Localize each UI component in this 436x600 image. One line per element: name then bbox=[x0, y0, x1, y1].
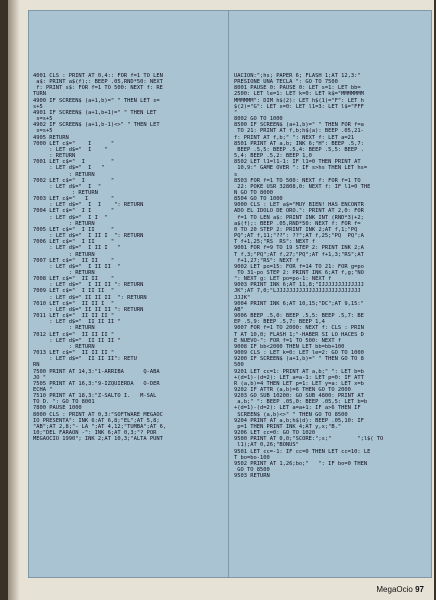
code-line: : LET d$=" I II II ": RETURN bbox=[33, 282, 144, 289]
code-line: TURN bbox=[33, 91, 46, 98]
listing-column-left bbox=[29, 11, 229, 577]
code-line: : LET d$=" II II II ": RETURN bbox=[33, 306, 144, 313]
code-line: 9003 PRINT INK 6;AT 11,8;"IJJJJJJJJJJJJJ bbox=[234, 282, 364, 289]
code-line: a$(f);: BEEP .05,RND*50: NEXT f: FOR f= bbox=[234, 220, 361, 227]
code-line: : RETURN bbox=[33, 153, 76, 160]
code-line: : LET d$=" I II I " bbox=[33, 245, 121, 252]
code-line: 22: POKE USR 32808,0: NEXT f: IF l1=0 THE bbox=[234, 183, 371, 190]
code-line: 7007 LET c$=" II II " bbox=[33, 257, 115, 264]
code-line: ": NEXT g: LET po=po-1: NEXT f bbox=[234, 276, 332, 283]
code-line: : LET d$=" II II II " bbox=[33, 337, 121, 344]
code-line: f: PRINT s$: FOR f=1 TO 500: NEXT f: RE bbox=[33, 85, 163, 92]
code-line: f=1 TO LEN a$: PRINT INK INT (RND*3)+2; bbox=[234, 214, 364, 221]
code-line: BEEP .5,5: BEEP .5,4: BEEP .5,5: BEEP . bbox=[234, 146, 364, 153]
code-line: 7800 PAUSE 1000 bbox=[33, 405, 82, 412]
code-line: a$: PRINT a$(f);: BEEP .05,RND*50: NEXT bbox=[33, 79, 163, 86]
code-line: 7003 LET c$=" I " bbox=[33, 196, 115, 203]
code-line: RN bbox=[33, 362, 40, 369]
code-line: MEGAOCIO 1990"; INK 2;AT 10,3;"ALTA PUNT bbox=[33, 436, 163, 443]
code-line: TO D. ": GO TO 8001 bbox=[33, 399, 95, 406]
code-line: T f,3;"PQ";AT f,27;"PQ";AT f+1,3;"RS";AT bbox=[234, 251, 364, 258]
code-line: l1);AT 0,26;"BONUS" bbox=[234, 442, 299, 449]
code-line: 9002 LET po=15: FOR f=14 TO 21: FOR g=po bbox=[234, 263, 364, 270]
code-line: 9206 LET cc=0: GO TO 1020 bbox=[234, 430, 316, 437]
code-line: PQ";AT f,11;"??": ??";AT f,25;"PQ PQ";A bbox=[234, 233, 364, 240]
code-line: 7008 LET c$=" II II " bbox=[33, 276, 115, 283]
code-line: 9001 FOR f=9 TO 19 STEP 2: PRINT INK 2;A bbox=[234, 245, 364, 252]
code-line: 7510 PRINT AT 18,3:"Z-SALTO I. M-SAL bbox=[33, 393, 157, 400]
code-line: : RETURN bbox=[33, 325, 95, 332]
code-line: 9007 FOR f=1 TO 2000: NEXT f: CLS : PRIN bbox=[234, 325, 364, 332]
code-line: 9500 PRINT AT 0,0;"SCORE:";s;" ";l$( TO bbox=[234, 436, 384, 443]
code-line: 9502 PRINT AT 1,26;bo;" ": IF bo=0 THEN bbox=[234, 460, 368, 467]
code-line: 7010 LET c$=" II II I " bbox=[33, 300, 115, 307]
code-line: : LET d$=" II II II " bbox=[33, 319, 121, 326]
code-line: 7009 LET c$=" I II II " bbox=[33, 288, 115, 295]
code-line: : LET d$=" I II II " bbox=[33, 263, 121, 270]
code-line: : LET d$=" I " bbox=[33, 183, 102, 190]
code-line: 500 bbox=[234, 362, 244, 369]
code-line: : RETURN bbox=[33, 343, 95, 350]
code-line: f+1,27;"RS": NEXT f bbox=[234, 257, 299, 264]
code-line: s+5 bbox=[33, 103, 43, 110]
code-line: 7011 LET c$=" II II II " bbox=[33, 313, 115, 320]
code-line: ADO EL IDOLO DE ORO.": PRINT AT 2,0: FOR bbox=[234, 208, 364, 215]
code-line: 9000 CLS : LET a$="MUY BIEN! HAS ENCONTR bbox=[234, 202, 364, 209]
code-line: TO 21: PRINT AT f,b;h$(a): BEEP .05,21- bbox=[234, 128, 364, 135]
code-line: 7012 LET c$=" II II II " bbox=[33, 331, 115, 338]
code-line: JJJK" bbox=[234, 294, 251, 301]
code-line: PRESIONE UNA TECLA ": GO TO 7500 bbox=[234, 79, 338, 86]
code-line: E NUEVO-": FOR f=1 TO 500: NEXT f bbox=[234, 337, 342, 344]
code-line: 4901 IF SCREEN$ (a+1,b+1)=" " THEN LET bbox=[33, 109, 157, 116]
code-line: s=s+5 bbox=[33, 128, 53, 135]
code-line: GO TO 8500 bbox=[234, 467, 270, 473]
code-line: 9501 LET cc=-1: IF cc=0 THEN LET cc=10: LE bbox=[234, 448, 371, 455]
code-line: a,b;" ": BEEP .05,0: BEEP .05,5: LET b=b bbox=[234, 399, 368, 406]
page-footer bbox=[376, 585, 424, 594]
code-line: JO " bbox=[33, 374, 46, 381]
code-line: 7004 LET c$=" I I " bbox=[33, 208, 115, 215]
code-line: 8502 LET l1=l1-1: IF l1=0 THEN PRINT AT bbox=[234, 159, 361, 166]
code-line: 7001 LET c$=" I " bbox=[33, 159, 115, 166]
code-line: 10,9:" GAME OVER ": IF s>hs THEN LET hs= bbox=[234, 165, 368, 172]
code-line: : RETURN bbox=[33, 189, 98, 196]
code-line: IO PRESENTA": INK 6:AT 6,8;"EL";AT 5,8; bbox=[33, 417, 160, 424]
code-line: 9203 GO SUB 10200: GO SUB 4800: PRINT AT bbox=[234, 393, 364, 400]
code-line: s bbox=[234, 171, 238, 178]
code-line: 7005 LET c$=" I II " bbox=[33, 226, 115, 233]
code-line: 8504 GO TO 1000 bbox=[234, 196, 283, 203]
code-line: 9006 BEEP .5,0: BEEP .5,5: BEEP .5,7: BE bbox=[234, 313, 364, 320]
code-line: 9204 PRINT AT a,b;h$(d): BEEP .05,10: IF bbox=[234, 417, 364, 424]
code-line: : RETURN bbox=[33, 251, 95, 258]
code-line: 9503 RETURN bbox=[234, 473, 270, 480]
code-line: 8501 PRINT AT a,b; INK 6;"H": BEEP .5,7: bbox=[234, 140, 364, 147]
code-line: SCREEN$ (a,b)<>" " THEN GO TO 8500 bbox=[234, 411, 348, 418]
code-line: UACION:";hs; PAPER 6; FLASH 1;AT 12,3:" bbox=[234, 73, 361, 79]
code-line: N GO TO 8000 bbox=[234, 189, 273, 196]
code-line: 7002 LET c$=" I " bbox=[33, 177, 115, 184]
code-line: $(2)="G": LET s=0: LET l1=3: LET l$="FFF bbox=[234, 103, 364, 110]
code-line: TO 31-po STEP 2: PRINT INK 6;AT f,g;"NO bbox=[234, 270, 364, 276]
basic-listing bbox=[28, 10, 432, 578]
code-line: 9202 IF ATTR (a,b)=6 THEN GO TO 2000 bbox=[234, 386, 351, 393]
code-line: 9009 CLS : LET k=0: LET le=2: GO TO 1000 bbox=[234, 350, 364, 357]
code-line: 8001 PAUSE 0: PAUSE 0: LET s=1: LET bb= bbox=[234, 85, 361, 92]
code-line: : LET d$=" II II II ": RETURN bbox=[33, 294, 147, 301]
code-line: 8500 IF SCREEN$ (a+1,b)=" " THEN FOR f=a bbox=[234, 122, 364, 129]
code-line: 9004 PRINT INK 6;AT 10,15;"DC";AT 9,15:" bbox=[234, 300, 364, 307]
code-line: T f+1,25;"RS RS": NEXT f bbox=[234, 239, 316, 246]
code-line: R (a,b)=4 THEN LET p=1: LET y=a: LET x=b bbox=[234, 380, 364, 387]
code-line: 8000 CLS : PRINT AT 0,3:"SOFTWARE MEGAOC bbox=[33, 411, 163, 418]
code-line: " bbox=[234, 109, 238, 116]
code-line: T AT 10,0; FLASH 1;"-HABER SI LO HACES D bbox=[234, 331, 364, 338]
code-line: 9008 IF bb<2000 THEN LET bb=bb+100 bbox=[234, 343, 345, 350]
magazine-page bbox=[8, 0, 434, 600]
code-line: 4001 CLS : PRINT AT 0,4:: FOR f=1 TO LEN bbox=[33, 73, 163, 79]
code-line: 4902 IF SCREEN$ (a+1,b-1)<>" " THEN LET bbox=[33, 122, 160, 129]
code-line: 2500: LET le=1: LET k=0: LET k$="MMMMMMM bbox=[234, 91, 364, 98]
code-line: 7013 LET c$=" II II II " bbox=[33, 350, 115, 357]
code-line: JK";AT 7,0;"LJJJJJJJJJJJJJJJJJJJJJJJJJJ bbox=[234, 288, 361, 295]
code-line: 7000 LET c$=" I " bbox=[33, 140, 115, 147]
code-line: : LET d$=" I I " bbox=[33, 214, 108, 221]
code-line: : LET d$=" II II II": RETU bbox=[33, 356, 137, 363]
code-line: ECHA " bbox=[33, 386, 53, 393]
code-line: : LET d$=" I " bbox=[33, 165, 105, 172]
code-line: 5,4: BEEP .5,2: BEEP 1,0 bbox=[234, 153, 312, 160]
magazine-name: MegaOcio bbox=[376, 585, 413, 594]
code-line: 10;"DEL FARAON -": INK 6;AT 0,3;"? POR bbox=[33, 430, 157, 437]
code-line: 7006 LET c$=" I II " bbox=[33, 239, 115, 246]
code-line: f: PRINT AT f,b;" ": NEXT f: LET a=21 bbox=[234, 134, 355, 141]
code-line: : RETURN bbox=[33, 270, 95, 276]
code-line: : RETURN bbox=[33, 220, 95, 227]
code-line: : RETURN bbox=[33, 171, 95, 178]
code-line: 8503 FOR f=1 TO 500: NEXT f: FOR f=1 TO bbox=[234, 177, 361, 184]
code-line: 7500 PRINT AT 14,3:"1-ARRIBA Q-ABA bbox=[33, 368, 160, 375]
code-line: : LET d$=" I " bbox=[33, 146, 108, 153]
code-line: 8002 GO TO 1000 bbox=[234, 116, 283, 123]
code-line: : LET d$=" I I ": RETURN bbox=[33, 202, 144, 209]
code-line: p=1 THEN PRINT INK 4;AT y,x;"B." bbox=[234, 423, 342, 430]
code-line: MMMMMM": DIM h$(2): LET h$(1)="F": LET h bbox=[234, 97, 364, 104]
code-line: +(d=1)-(d=2): LET a=a+1: IF a>6 THEN IF bbox=[234, 405, 361, 412]
code-line: 0 TO 20 STEP 2: PRINT INK 2;AT f,1;"PQ bbox=[234, 226, 358, 233]
code-line: 9201 LET cc=1: PRINT AT a,b;" ": LET b=b bbox=[234, 368, 364, 375]
code-line: 4900 IF SCREEN$ (a+1,b)=" " THEN LET s= bbox=[33, 97, 160, 104]
code-line: s=s+5 bbox=[33, 116, 53, 123]
listing-column-right bbox=[230, 11, 430, 577]
code-line: 9200 IF SCREEN$ (a+1,b)=" " THEN GO TO 8 bbox=[234, 356, 364, 363]
code-line: AB" bbox=[234, 306, 244, 313]
page-number: 97 bbox=[415, 585, 424, 594]
code-line: EP .5,9: BEEP .5,7: BEEP 1,4 bbox=[234, 319, 325, 326]
code-line: 4905 RETURN bbox=[33, 134, 69, 141]
code-line: +(d=1)-(d=2): LET a=a-1: LET p=0: IF ATT bbox=[234, 374, 364, 381]
code-line: T bo=bo-100 bbox=[234, 454, 270, 461]
code-line: : LET d$=" I II I ": RETURN bbox=[33, 233, 144, 240]
code-line: "AB";AT 2,8;"- LA ";AT 4,12;"TUMBA";AT 6, bbox=[33, 423, 167, 430]
code-line: 7505 PRINT AT 16,3:"9-IZQUIERDA O-DER bbox=[33, 380, 160, 387]
